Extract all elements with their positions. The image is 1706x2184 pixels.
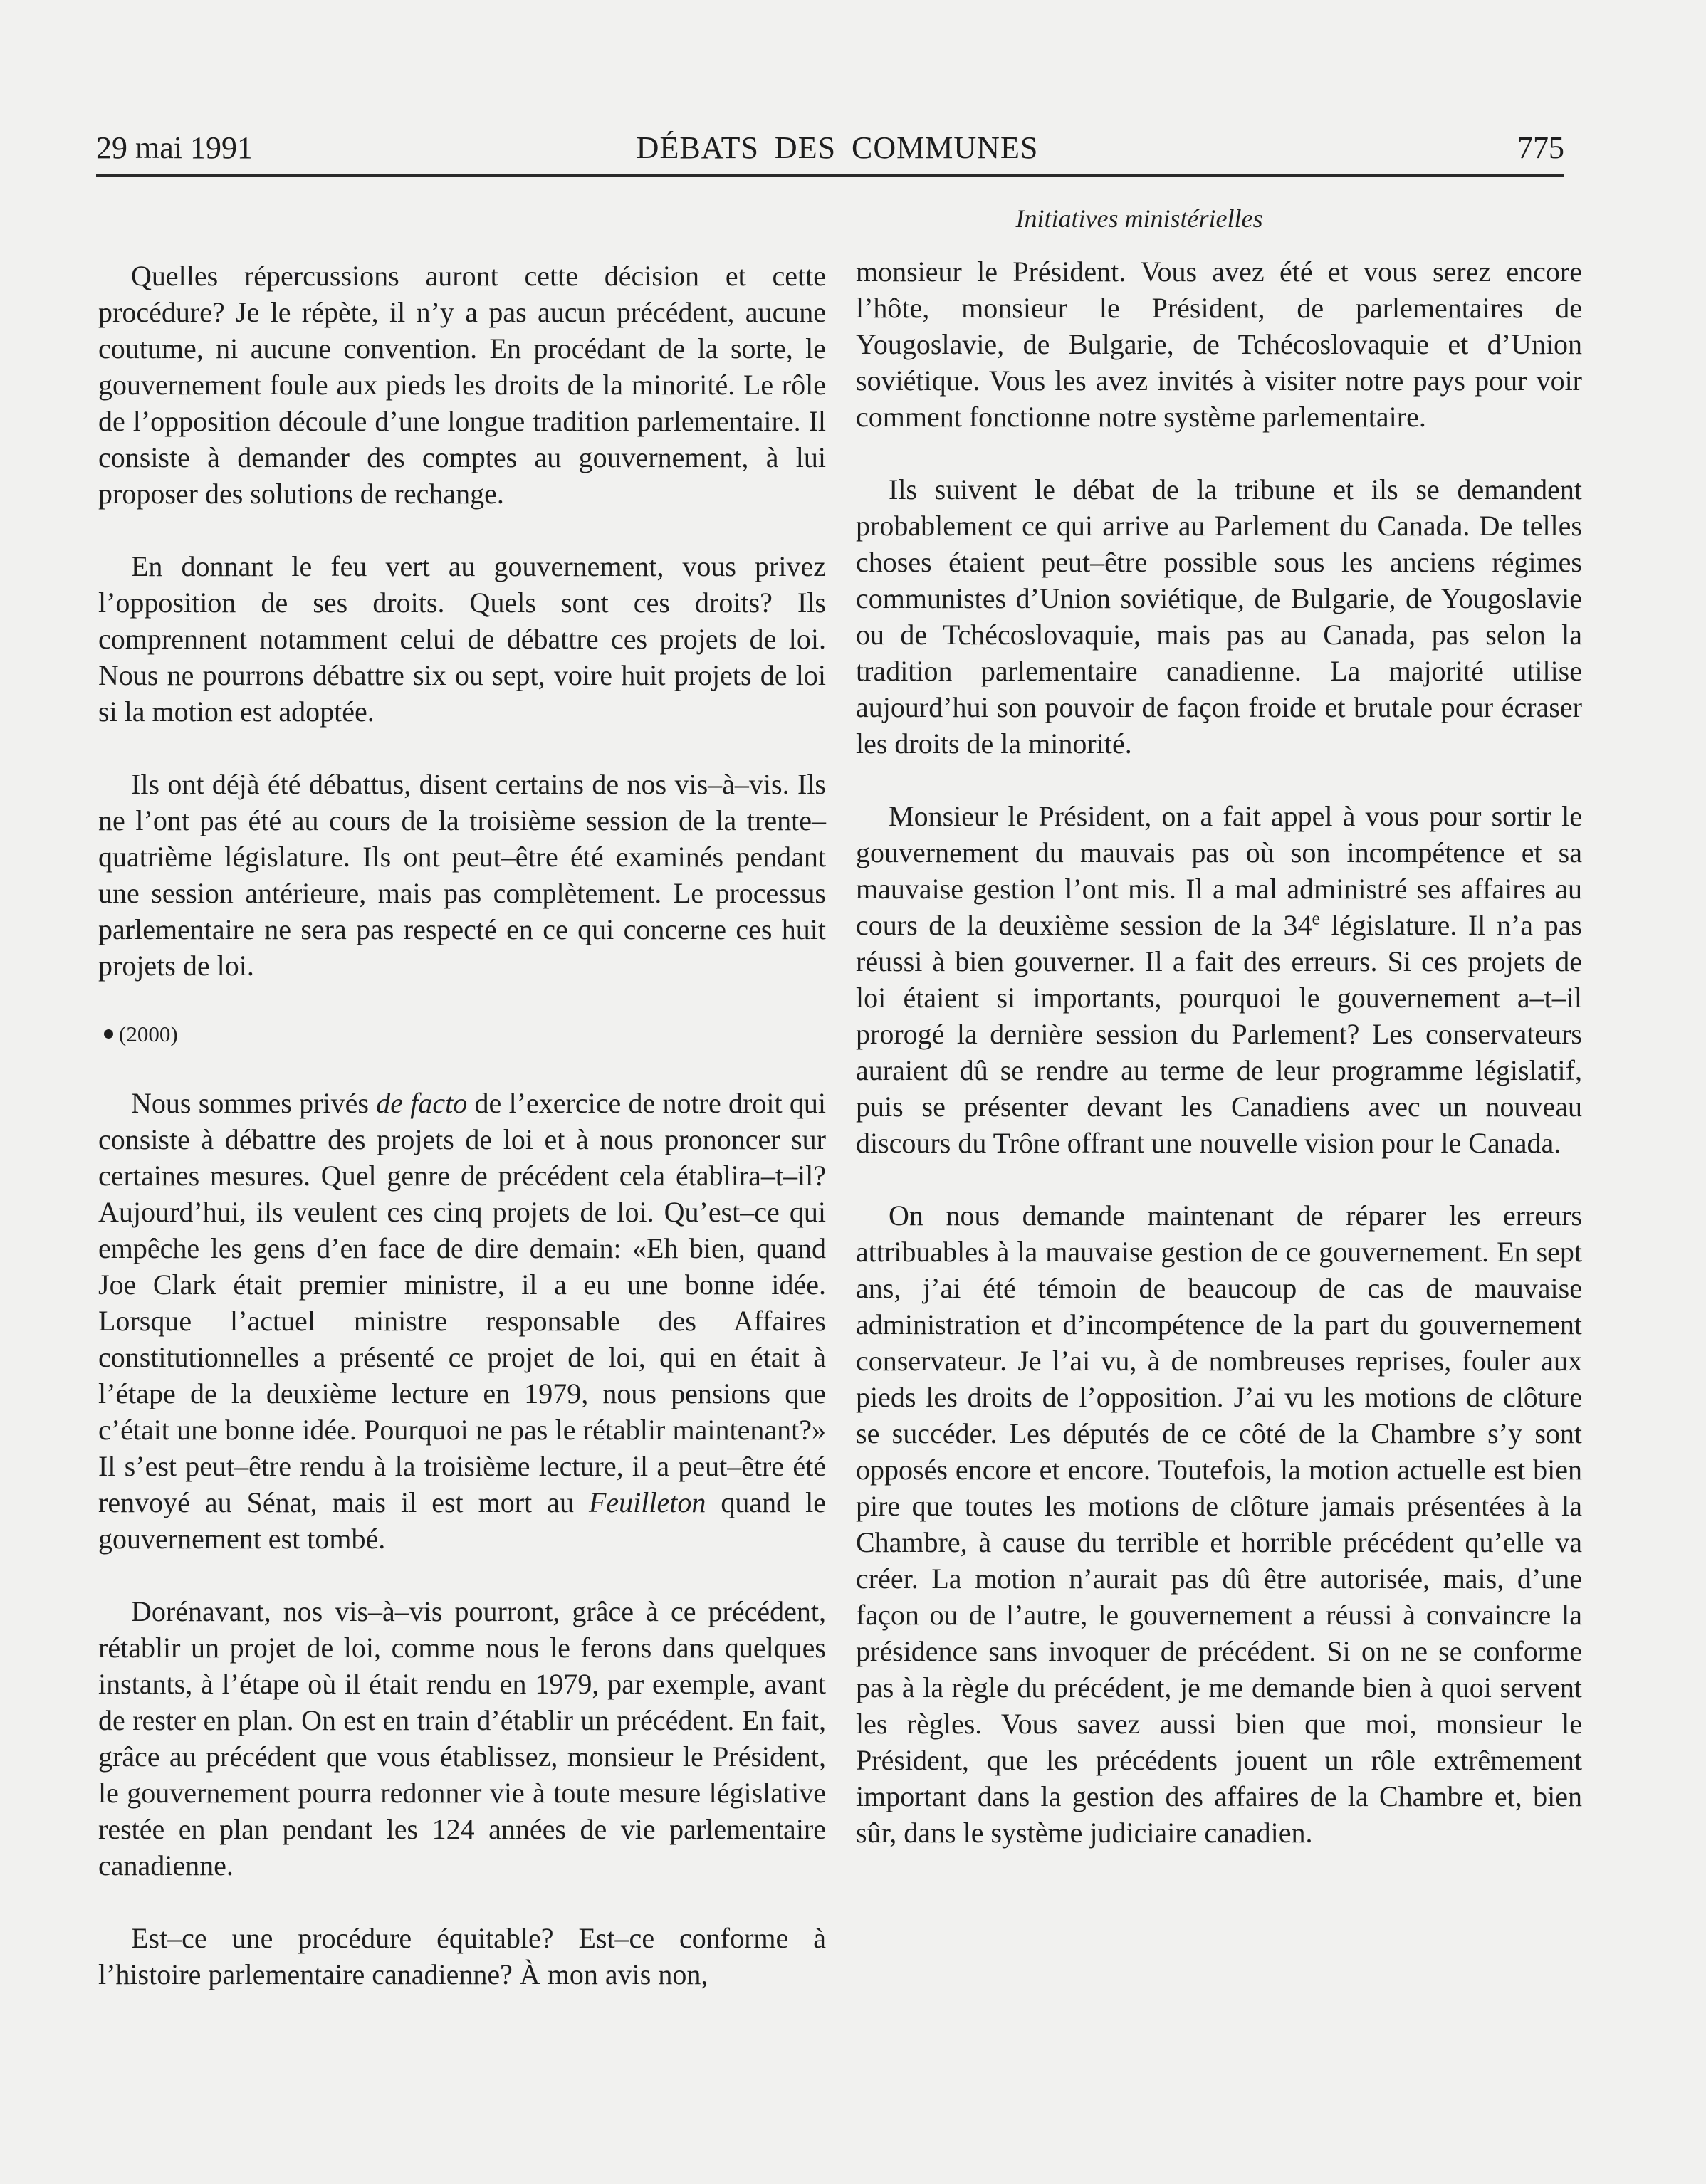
time-marker <box>98 1020 826 1049</box>
page-number: 775 <box>1517 130 1564 165</box>
paragraph: En donnant le feu vert au gouvernement, vous privez l’opposition de ses droits. Quels sont ces droits? Ils comprennent notamment celui de débattre ces projets de loi. Nous ne pourrons débattre six ou sept, voire huit projets de loi si la motion est adoptée. <box>98 550 826 728</box>
paragraph <box>98 1085 826 1557</box>
italic-term: de facto <box>376 1087 468 1119</box>
paragraph-text: Nous sommes privés <box>131 1087 377 1119</box>
left-column <box>98 258 826 2029</box>
superscript: e <box>1312 908 1320 929</box>
page-header <box>96 130 1564 172</box>
paragraph-text: législature. Il n’a pas réussi à bien gouverner. Il a fait des erreurs. Si ces projets de loi étaient si importants, pourquoi le gouvernement a–t–il prorogé la dernière session du Parlement? Les conservateurs auraient dû se rendre au terme de leur programme législatif, puis se présenter devant les Canadiens avec un nouveau discours du Trône offrant une nouvelle vision pour le Canada. <box>856 909 1583 1159</box>
paragraph: Quelles répercussions auront cette décision et cette procédure? Je le répète, il n’y a pas aucun précédent, aucune coutume, ni aucune convention. En procédant de la sorte, le gouvernement foule aux pieds les droits de la minorité. Le rôle de l’opposition découle d’une longue tradition parlementaire. Il consiste à demander des comptes au gouvernement, à lui proposer des solutions de rechange. <box>98 260 826 510</box>
paragraph-text: de l’exercice de notre droit qui consiste à débattre des projets de loi et à nous prononcer sur certaines mesures. Quel genre de précédent cela établira–t–il? Aujourd’hui, ils veulent ces cinq projets de loi. Qu’est–ce qui empêche les gens d’en face de dire demain: «Eh bien, quand Joe Clark était premier ministre, il a eu une bonne idée. Lorsque l’actuel ministre responsable des Affaires constitutionnelles a présenté ce projet de loi, qui en était à l’étape de la deuxième lecture en 1979, nous pensions que c’était une bonne idée. Pourquoi ne pas le rétablir maintenant?» Il s’est peut–être rendu à la troisième lecture, il a peut–être été renvoyé au Sénat, mais il est mort au <box>98 1087 826 1518</box>
section-label: Initiatives ministérielles <box>1015 204 1263 233</box>
paragraph: Dorénavant, nos vis–à–vis pourront, grâce à ce précédent, rétablir un projet de loi, comme nous le ferons dans quelques instants, à l’étape où il était rendu en 1979, par exemple, avant de rester en plan. On est en train d’établir un précédent. En fait, grâce au précédent que vous établissez, monsieur le Président, le gouvernement pourra redonner vie à toute mesure législative restée en plan pendant les 124 années de vie parlementaire canadienne. <box>98 1595 826 1881</box>
paragraph-text: quand le gouvernement est tombé. <box>98 1486 826 1555</box>
paragraph: Ils suivent le débat de la tribune et ils se demandent probablement ce qui arrive au Parlement du Canada. De telles choses étaient peut–être possible sous les anciens régimes communistes d’Union soviétique, de Bulgarie, de Yougoslavie ou de Tchécoslovaquie, mais pas au Canada, pas selon la tradition parlementaire canadienne. La majorité utilise aujourd’hui son pouvoir de façon froide et brutale pour écraser les droits de la minorité. <box>856 473 1582 760</box>
italic-term: Feuilleton <box>588 1486 706 1518</box>
bullet-icon <box>104 1029 113 1039</box>
paragraph <box>856 798 1582 1161</box>
paragraph: Ils ont déjà été débattus, disent certains de nos vis–à–vis. Ils ne l’ont pas été au cours de la troisième session de la trente–quatrième législature. Ils ont peut–être été examinés pendant une session antérieure, mais pas complètement. Le processus parlementaire ne sera pas respecté en ce qui concerne ces huit projets de loi. <box>98 768 826 982</box>
header-rule <box>96 174 1564 177</box>
header-title: DÉBATS DES COMMUNES <box>636 130 1039 165</box>
paragraph: monsieur le Président. Vous avez été et vous serez encore l’hôte, monsieur le Président, de parlementaires de Yougoslavie, de Bulgarie, de Tchécoslovaquie et d’Union soviétique. Vous les avez invités à visiter notre pays pour voir comment fonctionne notre système parlementaire. <box>856 256 1582 433</box>
header-date: 29 mai 1991 <box>96 130 253 165</box>
paragraph: Est–ce une procédure équitable? Est–ce conforme à l’histoire parlementaire canadienne? À mon avis non, <box>98 1922 826 1990</box>
paragraph-text: Monsieur le Président, on a fait appel à vous pour sortir le gouvernement du mauvais pas où son incompétence et sa mauvaise gestion l’ont mis. Il a mal administré ses affaires au cours de la deuxième session de la 34 <box>856 800 1582 941</box>
right-column <box>856 253 1582 1887</box>
paragraph: On nous demande maintenant de réparer les erreurs attribuables à la mauvaise gestion de ce gouvernement. En sept ans, j’ai été témoin de beaucoup de cas de mauvaise administration et d’incompétence de la part du gouvernement conservateur. Je l’ai vu, à de nombreuses reprises, fouler aux pieds les droits de l’opposition. J’ai vu les motions de clôture se succéder. Les députés de ce côté de la Chambre s’y sont opposés encore et encore. Toutefois, la motion actuelle est bien pire que toutes les motions de clôture jamais présentées à la Chambre, à cause du terrible et horrible précédent qu’elle va créer. La motion n’aurait pas dû être autorisée, mais, d’une façon ou de l’autre, le gouvernement a réussi à convaincre la présidence sans invoquer de précédent. Si on ne se conforme pas à la règle du précédent, je me demande bien à quoi servent les règles. Vous savez aussi bien que moi, monsieur le Président, que les précédents jouent un rôle extrêmement important dans la gestion des affaires de la Chambre et, bien sûr, dans le système judiciaire canadien. <box>856 1199 1582 1849</box>
time-marker-text: (2000) <box>119 1022 178 1046</box>
